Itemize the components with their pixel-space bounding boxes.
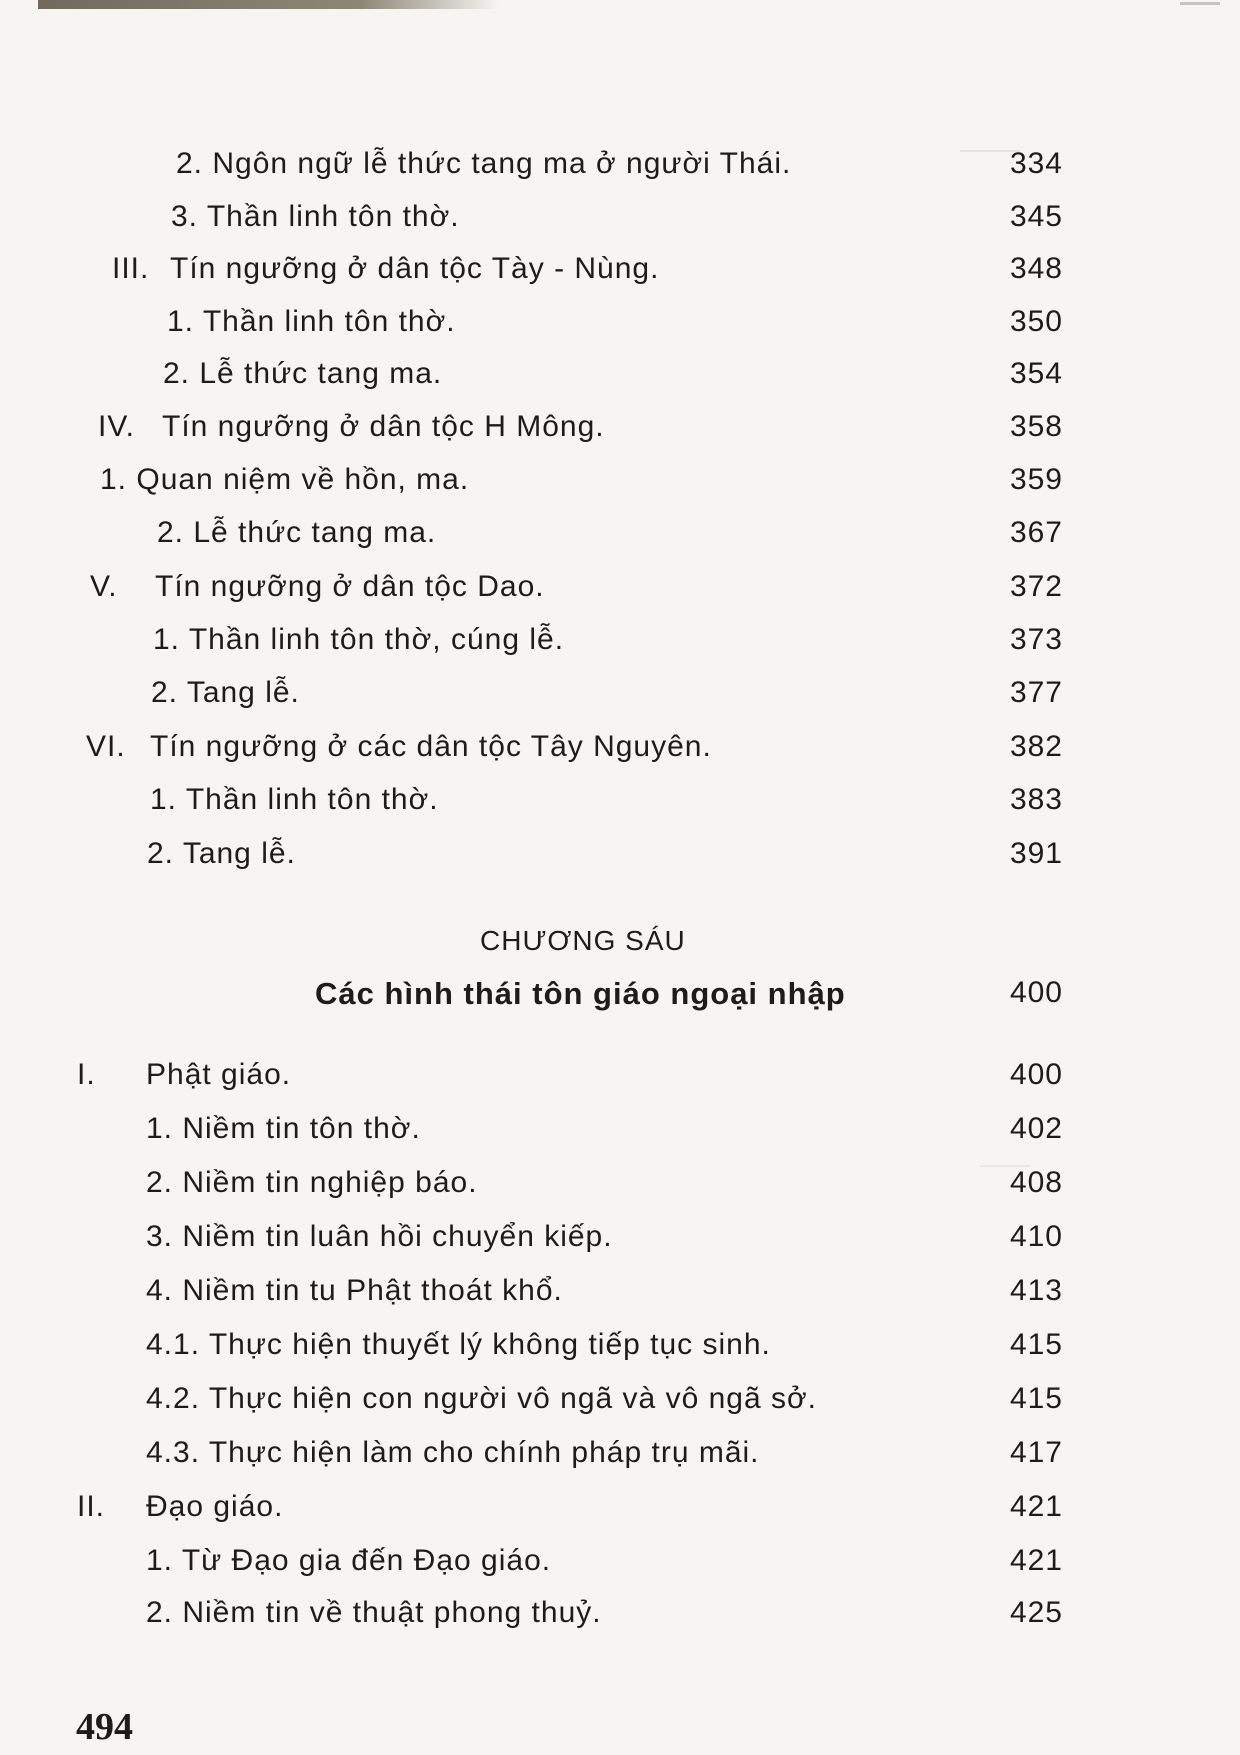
toc-entry-page-number: 334 <box>1009 147 1063 180</box>
toc-entry <box>0 1052 1240 1098</box>
toc-entry-title: 4.2. Thực hiện con người vô ngã và vô ngã sở. <box>146 1382 817 1415</box>
toc-entry-title: 3. Niềm tin luân hồi chuyển kiếp. <box>146 1220 613 1253</box>
top-edge-rule <box>38 0 498 9</box>
toc-entry <box>0 1106 1240 1152</box>
toc-entry <box>0 1214 1240 1260</box>
toc-entry-title: 1. Thần linh tôn thờ. <box>167 305 456 338</box>
toc-entry-page-number: 417 <box>1009 1436 1063 1469</box>
toc-entry-page-number: 410 <box>1009 1220 1063 1253</box>
toc-entry-title: 2. Ngôn ngữ lễ thức tang ma ở người Thái. <box>176 147 792 180</box>
toc-entry-title: 1. Niềm tin tôn thờ. <box>146 1112 421 1145</box>
toc-entry-page-number: 408 <box>1009 1166 1063 1199</box>
toc-entry <box>0 777 1240 823</box>
toc-entry-section-number: I. <box>77 1058 96 1091</box>
toc-entry-page-number: 415 <box>1009 1328 1063 1361</box>
toc-entry-title: 1. Từ Đạo gia đến Đạo giáo. <box>146 1544 552 1577</box>
toc-entry-title: Tín ngưỡng ở dân tộc Tày - Nùng. <box>170 252 660 285</box>
toc-entry <box>0 831 1240 877</box>
toc-entry <box>0 670 1240 716</box>
toc-entry <box>0 510 1240 556</box>
toc-entry <box>0 1322 1240 1368</box>
toc-entry-page-number: 354 <box>1009 357 1063 390</box>
toc-entry-title: 2. Niềm tin nghiệp báo. <box>146 1166 478 1199</box>
toc-entry-title: 2. Tang lễ. <box>151 676 300 709</box>
toc-entry-page-number: 383 <box>1009 783 1063 816</box>
toc-entry-page-number: 382 <box>1009 730 1063 763</box>
toc-entry-page-number: 359 <box>1009 463 1063 496</box>
toc-entry <box>0 457 1240 503</box>
toc-entry-section-number: V. <box>90 570 118 603</box>
toc-entry-title: Đạo giáo. <box>146 1490 284 1523</box>
toc-entry-page-number: 345 <box>1009 200 1063 233</box>
toc-entry-page-number: 350 <box>1009 305 1063 338</box>
toc-entry-title: 4. Niềm tin tu Phật thoát khổ. <box>146 1274 563 1307</box>
toc-entry <box>0 1538 1240 1584</box>
toc-entry-page-number: 367 <box>1009 516 1063 549</box>
toc-entry-page-number: 415 <box>1009 1382 1063 1415</box>
page-folio: 494 <box>76 1706 133 1748</box>
toc-entry <box>0 404 1240 450</box>
toc-entry-title: 1. Thần linh tôn thờ, cúng lễ. <box>153 623 565 656</box>
toc-entry <box>0 1590 1240 1636</box>
toc-entry <box>0 351 1240 397</box>
toc-entry-page-number: 413 <box>1009 1274 1063 1307</box>
toc-entry-title: 4.1. Thực hiện thuyết lý không tiếp tục sinh. <box>146 1328 771 1361</box>
toc-entry <box>0 564 1240 610</box>
toc-entry-title: 2. Tang lễ. <box>147 837 296 870</box>
toc-entry <box>0 1430 1240 1476</box>
toc-entry-page-number: 400 <box>1009 1058 1063 1091</box>
chapter-page-number: 400 <box>1009 976 1063 1009</box>
toc-entry-title: 3. Thần linh tôn thờ. <box>171 200 460 233</box>
chapter-title: Các hình thái tôn giáo ngoại nhập <box>315 976 846 1011</box>
toc-entry-title: 1. Thần linh tôn thờ. <box>150 783 439 816</box>
toc-entry <box>0 141 1240 187</box>
toc-entry-page-number: 425 <box>1009 1596 1063 1629</box>
toc-entry-page-number: 358 <box>1009 410 1063 443</box>
toc-entry-section-number: VI. <box>86 730 126 763</box>
toc-entry <box>0 724 1240 770</box>
toc-entry-page-number: 377 <box>1009 676 1063 709</box>
toc-entry <box>0 1376 1240 1422</box>
toc-entry-page-number: 421 <box>1009 1490 1063 1523</box>
top-edge-mark <box>1180 2 1220 5</box>
toc-entry <box>0 1484 1240 1530</box>
toc-entry-page-number: 402 <box>1009 1112 1063 1145</box>
toc-entry-title: Tín ngưỡng ở các dân tộc Tây Nguyên. <box>150 730 712 763</box>
toc-entry-section-number: IV. <box>98 410 135 443</box>
toc-entry-page-number: 373 <box>1009 623 1063 656</box>
chapter-label: CHƯƠNG SÁU <box>480 925 686 956</box>
toc-entry-title: Tín ngưỡng ở dân tộc H Mông. <box>162 410 605 443</box>
toc-entry-title: 1. Quan niệm về hồn, ma. <box>100 463 470 496</box>
toc-entry-title: Tín ngưỡng ở dân tộc Dao. <box>155 570 545 603</box>
toc-entry-page-number: 348 <box>1009 252 1063 285</box>
toc-entry <box>0 194 1240 240</box>
toc-entry <box>0 299 1240 345</box>
toc-entry <box>0 617 1240 663</box>
toc-entry-page-number: 391 <box>1009 837 1063 870</box>
toc-entry-title: 2. Lễ thức tang ma. <box>163 357 443 390</box>
toc-entry-section-number: II. <box>77 1490 106 1523</box>
toc-entry <box>0 1268 1240 1314</box>
toc-entry <box>0 246 1240 292</box>
toc-entry-page-number: 372 <box>1009 570 1063 603</box>
toc-entry-page-number: 421 <box>1009 1544 1063 1577</box>
toc-entry <box>0 1160 1240 1206</box>
toc-entry-title: Phật giáo. <box>146 1058 292 1091</box>
toc-entry-title: 2. Lễ thức tang ma. <box>157 516 437 549</box>
toc-entry-title: 4.3. Thực hiện làm cho chính pháp trụ mãi. <box>146 1436 760 1469</box>
toc-entry-section-number: III. <box>112 252 150 285</box>
toc-entry-title: 2. Niềm tin về thuật phong thuỷ. <box>146 1596 602 1629</box>
